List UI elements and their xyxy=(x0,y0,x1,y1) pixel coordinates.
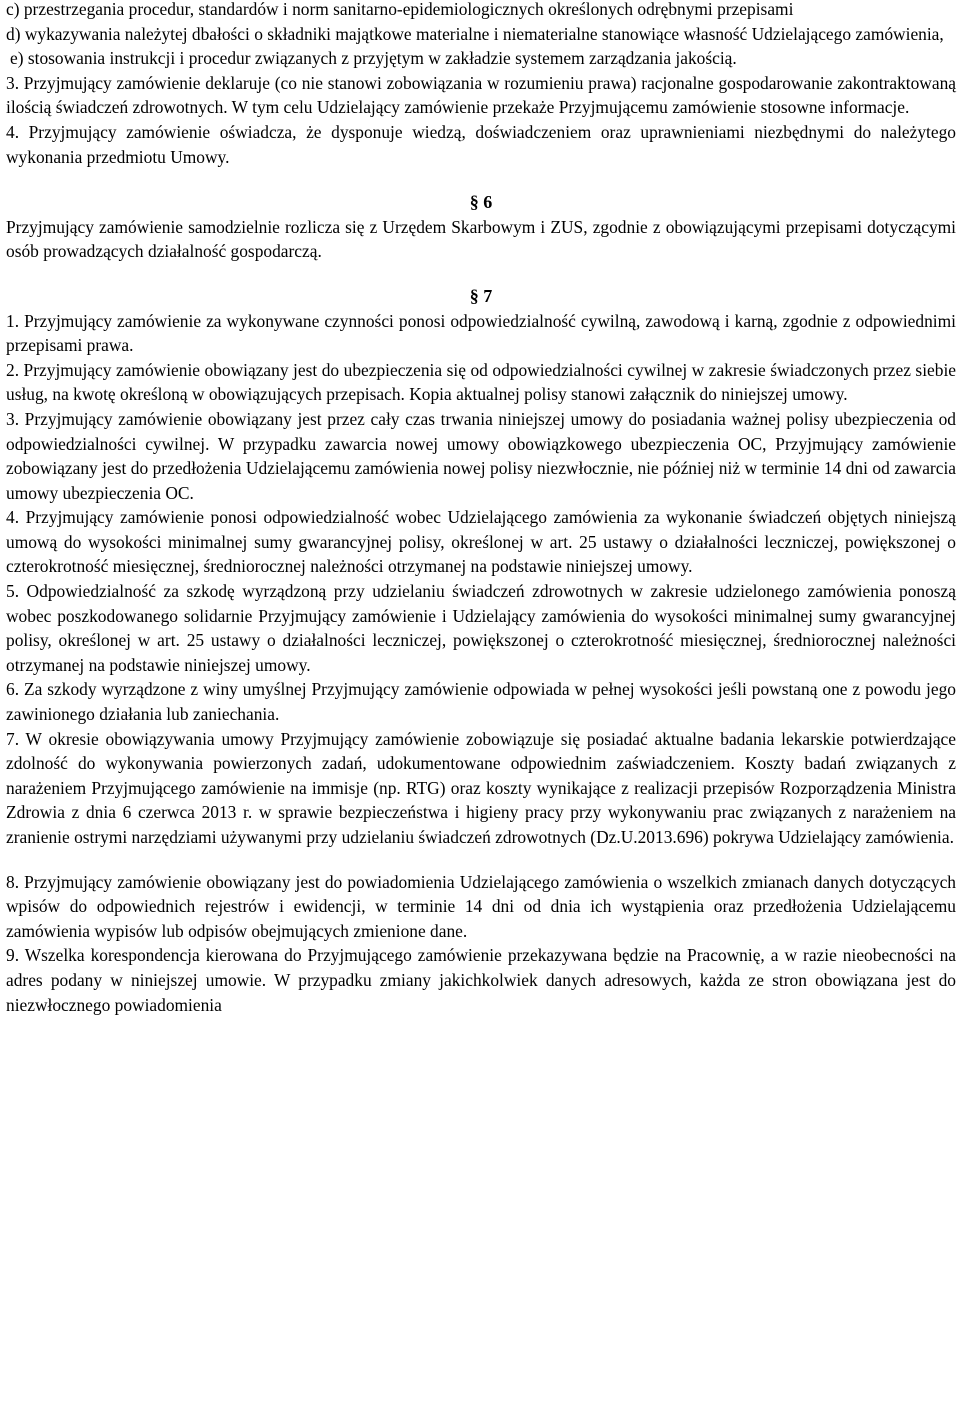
section-6-heading: § 6 xyxy=(469,192,493,213)
section-7-paragraph-8: 8. Przyjmujący zamówienie obowiązany jest do powiadomienia Udzielającego zamówienia o wszelkich zmianach danych dotyczących wpisów do odpowiednich rejestrów i ewidencji, w terminie 14 dni od dnia ich wystąpienia oraz przedłożenia Udzielającemu zamówienia wypisów lub odpisów obejmujących zmienione dane. xyxy=(6,871,956,941)
section-7-paragraph-5: 5. Odpowiedzialność za szkodę wyrządzoną przy udzielaniu świadczeń zdrowotnych w zakresie udzielonego zamówienia ponoszą wobec poszkodowanego solidarnie Przyjmujący zamówienie i Udzielający zamówienia do wysokości minimalnej sumy gwarancyjnej polisy, określonej w art. 25 ustawy o działalności leczniczej, powiększonej o czterokrotność miesięcznej, średniorocznej należności otrzymanej na podstawie niniejszej umowy. xyxy=(6,581,956,675)
section-6-paragraph: Przyjmujący zamówienie samodzielnie rozlicza się z Urzędem Skarbowym i ZUS, zgodnie z obowiązującymi przepisami dotyczącymi osób prowadzących działalność gospodarczą. xyxy=(6,216,956,262)
section-gap xyxy=(6,264,956,284)
section-7-paragraph-2: 2. Przyjmujący zamówienie obowiązany jest do ubezpieczenia się od odpowiedzialności cywilnej w zakresie świadczonych przez siebie usług, na kwotę określoną w obowiązujących przepisach. Kopia aktualnej polisy stanowi załącznik do niniejszej umowy. xyxy=(6,359,956,405)
section-7-paragraph-6: 6. Za szkody wyrządzone z winy umyślnej Przyjmujący zamówienie odpowiada w pełnej wysokości jeśli powstaną one z powodu jego zawinionego działania lub zaniechania. xyxy=(6,679,956,725)
section-7-paragraph-1: 1. Przyjmujący zamówienie za wykonywane czynności ponosi odpowiedzialność cywilną, zawodową i karną, zgodnie z odpowiednimi przepisami prawa. xyxy=(6,310,956,356)
paragraph-gap xyxy=(6,850,956,870)
section-7-paragraph-4: 4. Przyjmujący zamówienie ponosi odpowiedzialność wobec Udzielającego zamówienia za wykonanie świadczeń objętych niniejszą umową do wysokości minimalnej sumy gwarancyjnej polisy, określonej w art. 25 ustawy o działalności leczniczej, powiększonej o czterokrotność miesięcznej, średniorocznej należności otrzymanej na podstawie niniejszej umowy. xyxy=(6,507,956,577)
paragraph-e: e) stosowania instrukcji i procedur związanych z przyjętym w zakładzie systemem zarządzania jakością. xyxy=(10,48,737,69)
paragraph-3: 3. Przyjmujący zamówienie deklaruje (co nie stanowi zobowiązania w rozumieniu prawa) racjonalne gospodarowanie zakontraktowaną ilością świadczeń zdrowotnych. W tym celu Udzielający zamówienie przekaże Przyjmującemu zamówienie stosowne informacje. xyxy=(6,72,956,118)
section-gap xyxy=(6,169,956,190)
paragraph-4: 4. Przyjmujący zamówienie oświadcza, że dysponuje wiedzą, doświadczeniem oraz uprawnieniami niezbędnymi do należytego wykonania przedmiotu Umowy. xyxy=(6,121,956,167)
document-page xyxy=(6,0,956,1017)
section-7-paragraph-3: 3. Przyjmujący zamówienie obowiązany jest przez cały czas trwania niniejszej umowy do posiadania ważnej polisy ubezpieczenia od odpowiedzialności cywilnej. W przypadku zawarcia nowej umowy obowiązkowego ubezpieczenia OC, Przyjmujący zamówienie zobowiązany jest do przedłożenia Udzielającemu zamówienia nowej polisy niezwłocznie, nie później niż w terminie 14 dni od zawarcia umowy ubezpieczenia OC. xyxy=(6,408,956,503)
section-7-paragraph-7: 7. W okresie obowiązywania umowy Przyjmujący zamówienie zobowiązuje się posiadać aktualne badania lekarskie potwierdzające zdolność do wykonywania powierzonych zadań, udokumentowane odpowiednim zaświadczeniem. Koszty badań związanych z narażeniem Przyjmującego zamówienie na immisje (np. RTG) oraz koszty wynikające z realizacji przepisów Rozporządzenia Ministra Zdrowia z dnia 6 czerwca 2013 r. w sprawie bezpieczeństwa i higieny pracy przy wykonywaniu prac związanych z narażeniem na zranienie ostrymi narzędziami używanymi przy udzielaniu świadczeń zdrowotnych (Dz.U.2013.696) pokrywa Udzielający zamówienia. xyxy=(6,728,956,847)
paragraph-d: d) wykazywania należytej dbałości o składniki majątkowe materialne i niematerialne stanowiące własność Udzielającego zamówienia, xyxy=(6,23,944,44)
paragraph-c: c) przestrzegania procedur, standardów i norm sanitarno-epidemiologicznych określonych odrębnymi przepisami xyxy=(6,0,794,19)
section-7-paragraph-9: 9. Wszelka korespondencja kierowana do Przyjmującego zamówienie przekazywana będzie na Pracownię, a w razie nieobecności na adres podany w niniejszej umowie. W przypadku zmiany jakichkolwiek danych adresowych, każda ze stron obowiązana jest do niezwłocznego powiadomienia xyxy=(6,945,956,1015)
section-7-heading: § 7 xyxy=(469,285,493,306)
